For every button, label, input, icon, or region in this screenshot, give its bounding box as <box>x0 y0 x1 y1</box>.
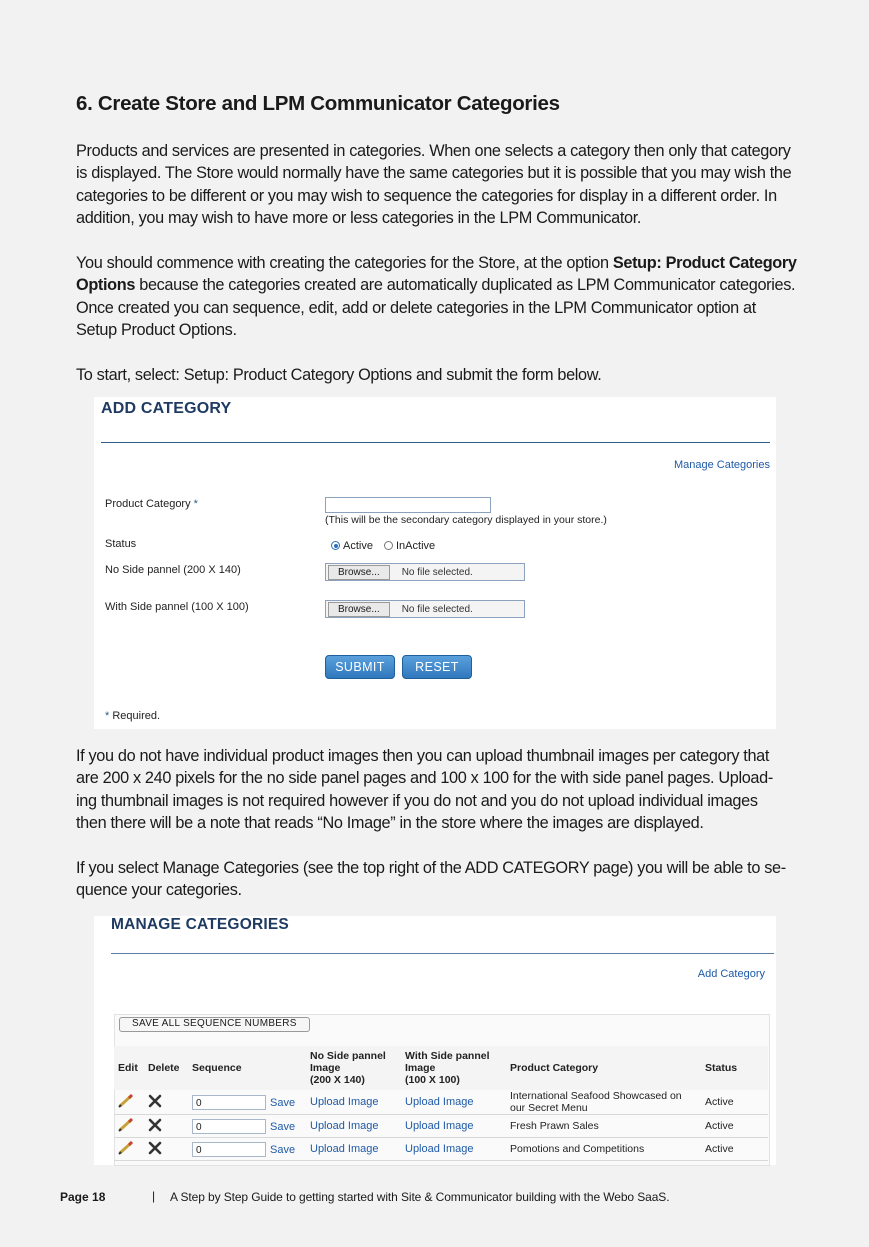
manage-categories-divider <box>111 953 774 954</box>
category-name: Pomotions and Competitions <box>506 1138 701 1161</box>
col-no-side-line3: (200 X 140) <box>310 1074 365 1086</box>
intro-paragraph: Products and services are presented in categories. When one selects a category then only that category is displayed. The Store would normally have the same categories but it is possible that you may wish the categories to be different or you may wish to sequence the categories for display in a different order. In addition, you may wish to have more or less categories in the LPM Communicator. <box>76 142 792 227</box>
status-inactive-option[interactable] <box>384 540 435 552</box>
col-status: Status <box>701 1046 768 1090</box>
col-no-side-image <box>306 1046 401 1090</box>
pencil-icon[interactable] <box>118 1118 134 1132</box>
manage-paragraph: If you select Manage Categories (see the top right of the ADD CATEGORY page) you will be able to se-quence your categories. <box>76 859 786 900</box>
col-with-side-line1: With Side pannel <box>405 1050 490 1062</box>
save-link[interactable]: Save <box>270 1096 296 1109</box>
col-with-side-image <box>401 1046 506 1090</box>
with-side-upload-cell <box>401 1090 506 1115</box>
start-paragraph: To start, select: Setup: Product Category Options and submit the form below. <box>76 366 602 384</box>
save-link[interactable]: Save <box>270 1120 296 1133</box>
submit-button[interactable]: SUBMIT <box>325 655 395 679</box>
pencil-icon[interactable] <box>118 1141 134 1155</box>
sequence-cell <box>188 1090 306 1115</box>
edit-cell <box>114 1115 144 1138</box>
col-delete: Delete <box>144 1046 188 1090</box>
upload-image-link[interactable]: Upload Image <box>405 1143 474 1155</box>
upload-image-link[interactable]: Upload Image <box>405 1120 474 1132</box>
status-active-label: Active <box>343 540 373 552</box>
edit-cell <box>114 1138 144 1161</box>
table-row <box>114 1090 768 1115</box>
col-no-side-line2: Image <box>310 1062 341 1074</box>
table-header-row <box>114 1046 768 1090</box>
product-category-input[interactable] <box>325 497 491 513</box>
active-radio[interactable] <box>331 541 340 550</box>
inactive-radio[interactable] <box>384 541 393 550</box>
status-active-option[interactable] <box>331 540 373 552</box>
sequence-input[interactable]: 0 <box>192 1119 266 1134</box>
add-category-divider <box>101 442 770 443</box>
sequence-input[interactable]: 0 <box>192 1095 266 1110</box>
delete-cell <box>144 1090 188 1115</box>
status-inactive-label: InActive <box>396 540 436 552</box>
col-no-side-line1: No Side pannel <box>310 1050 386 1062</box>
col-product-category: Product Category <box>506 1046 701 1090</box>
footer-page-number: Page 18 <box>60 1190 106 1204</box>
required-note-star: * <box>105 710 110 722</box>
required-note-text: Required. <box>112 710 161 722</box>
section-heading: 6. Create Store and LPM Communicator Categories <box>76 92 560 115</box>
status-label: Status <box>105 538 137 550</box>
add-category-link[interactable]: Add Category <box>697 968 765 980</box>
table-row <box>114 1115 768 1138</box>
manage-categories-title: MANAGE CATEGORIES <box>111 916 289 933</box>
upload-image-link[interactable]: Upload Image <box>310 1096 379 1108</box>
status-value: Active <box>701 1115 768 1138</box>
reset-button[interactable]: RESET <box>402 655 472 679</box>
with-side-panel-file-input[interactable] <box>325 600 525 618</box>
no-side-upload-cell <box>306 1090 401 1115</box>
status-value: Active <box>701 1090 768 1115</box>
product-category-label <box>105 498 198 510</box>
x-delete-icon[interactable] <box>148 1118 162 1132</box>
required-star: * <box>193 498 198 510</box>
status-value: Active <box>701 1138 768 1161</box>
browse-button[interactable]: Browse... <box>328 602 390 617</box>
setup-paragraph-post: because the categories created are automatically duplicated as LPM Communicator categories. Once created you can sequence, edit, add or delete categories in the LPM Communicator option at Setup Product Options. <box>76 276 796 339</box>
delete-cell <box>144 1138 188 1161</box>
delete-cell <box>144 1115 188 1138</box>
thumbnail-paragraph: If you do not have individual product images then you can upload thumbnail images per category that are 200 x 240 pixels for the no side panel pages and 100 x 100 for the with side panel pages. Upload-ing thumbnail images is not required however if you do not and you do not upload individual images then there will be a note that reads “No Image” in the store where the images are displayed. <box>76 747 773 832</box>
file-status: No file selected. <box>401 603 473 615</box>
sequence-input[interactable]: 0 <box>192 1142 266 1157</box>
no-side-upload-cell <box>306 1138 401 1161</box>
categories-table <box>114 1046 768 1161</box>
save-all-sequence-button[interactable]: SAVE ALL SEQUENCE NUMBERS <box>119 1017 310 1032</box>
x-delete-icon[interactable] <box>148 1141 162 1155</box>
save-link[interactable]: Save <box>270 1143 296 1156</box>
upload-image-link[interactable]: Upload Image <box>310 1143 379 1155</box>
table-row <box>114 1138 768 1161</box>
setup-paragraph <box>76 252 798 341</box>
pencil-icon[interactable] <box>118 1094 134 1108</box>
setup-option-name: Setup: Product Category Options <box>76 254 797 295</box>
sequence-cell <box>188 1138 306 1161</box>
upload-image-link[interactable]: Upload Image <box>405 1096 474 1108</box>
col-with-side-line2: Image <box>405 1062 436 1074</box>
required-note <box>105 710 160 722</box>
add-category-title: ADD CATEGORY <box>101 400 232 417</box>
manage-categories-link[interactable]: Manage Categories <box>673 459 770 471</box>
no-side-upload-cell <box>306 1115 401 1138</box>
footer-guide-title: A Step by Step Guide to getting started with Site & Communicator building with the Webo SaaS. <box>170 1190 670 1204</box>
with-side-upload-cell <box>401 1115 506 1138</box>
x-delete-icon[interactable] <box>148 1094 162 1108</box>
with-side-panel-label: With Side pannel (100 X 100) <box>105 601 249 613</box>
setup-paragraph-pre: You should commence with creating the categories for the Store, at the option <box>76 254 613 272</box>
category-name: Fresh Prawn Sales <box>506 1115 701 1138</box>
browse-button[interactable]: Browse... <box>328 565 390 580</box>
sequence-cell <box>188 1115 306 1138</box>
edit-cell <box>114 1090 144 1115</box>
with-side-upload-cell <box>401 1138 506 1161</box>
product-category-hint: (This will be the secondary category displayed in your store.) <box>325 514 607 526</box>
col-with-side-line3: (100 X 100) <box>405 1074 460 1086</box>
footer-separator: | <box>152 1189 156 1203</box>
file-status: No file selected. <box>401 566 473 578</box>
no-side-panel-label: No Side pannel (200 X 140) <box>105 564 241 576</box>
category-name: International Seafood Showcased on our Secret Menu <box>506 1090 701 1115</box>
col-edit: Edit <box>114 1046 144 1090</box>
no-side-panel-file-input[interactable] <box>325 563 525 581</box>
col-sequence: Sequence <box>188 1046 306 1090</box>
upload-image-link[interactable]: Upload Image <box>310 1120 379 1132</box>
product-category-label-text: Product Category <box>105 498 191 510</box>
